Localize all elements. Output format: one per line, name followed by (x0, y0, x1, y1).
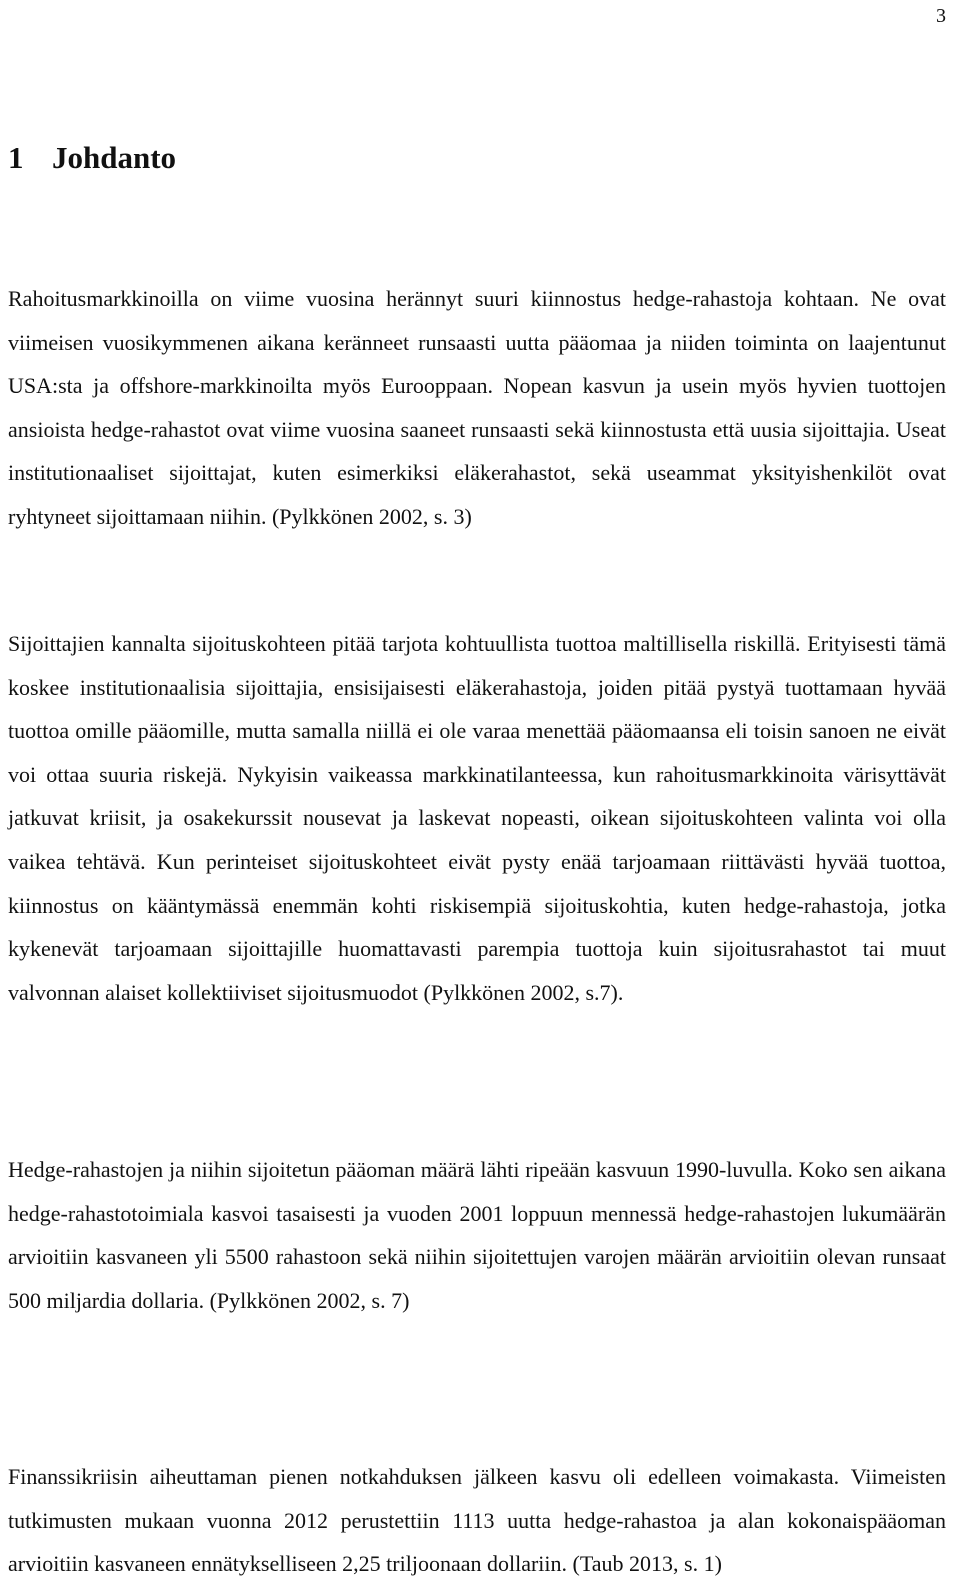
body-paragraph-2: Sijoittajien kannalta sijoituskohteen pitää tarjota kohtuullista tuottoa maltillisella riskillä. Erityisesti tämä koskee institutionaalisia sijoittajia, ensisijaisesti eläkerahastoja, joiden pitää pystyä tuottamaan hyvää tuottoa omille pääomille, mutta samalla niillä ei ole varaa menettää pääomaansa eli toisin sanoen ne eivät voi ottaa suuria riskejä. Nykyisin vaikeassa markkinatilanteessa, kun rahoitusmarkkinoita värisyttävät jatkuvat kriisit, ja osakekurssit nousevat ja laskevat nopeasti, oikean sijoituskohteen valinta voi olla vaikea tehtävä. Kun perinteiset sijoituskohteet eivät pysty enää tarjoamaan riittävästi hyvää tuottoa, kiinnostus on kääntymässä enemmän kohti riskisempiä sijoituskohtia, kuten hedge-rahastoja, jotka kykenevät tarjoamaan sijoittajille huomattavasti parempia tuottoja kuin sijoitusrahastot tai muut valvonnan alaiset kollektiiviset sijoitusmuodot (Pylkkönen 2002, s.7). (8, 631, 946, 1005)
chapter-number: 1 (8, 140, 24, 175)
body-paragraph-3: Hedge-rahastojen ja niihin sijoitetun pääoman määrä lähti ripeään kasvuun 1990-luvulla. Koko sen aikana hedge-rahastotoimiala kasvoi tasaisesti ja vuoden 2001 loppuun mennessä hedge-rahastojen lukumäärän arvioitiin kasvaneen yli 5500 rahastoon sekä niihin sijoitettujen varojen määrän arvioitiin olevan runsaat 500 miljardia dollaria. (Pylkkönen 2002, s. 7) (8, 1157, 946, 1313)
chapter-title: Johdanto (52, 140, 177, 175)
body-paragraph-1: Rahoitusmarkkinoilla on viime vuosina herännyt suuri kiinnostus hedge-rahastoja kohtaan. Ne ovat viimeisen vuosikymmenen aikana keränneet runsaasti uutta pääomaa ja niiden toiminta on laajentunut USA:sta ja offshore-markkinoilta myös Eurooppaan. Nopean kasvun ja usein myös hyvien tuottojen ansioista hedge-rahastot ovat viime vuosina saaneet runsaasti sekä kiinnostusta että uusia sijoittajia. Useat institutionaaliset sijoittajat, kuten esimerkiksi eläkerahastot, sekä useammat yksityishenkilöt ovat ryhtyneet sijoittamaan niihin. (Pylkkönen 2002, s. 3) (8, 286, 946, 529)
chapter-heading (8, 138, 176, 178)
body-paragraph-4: Finanssikriisin aiheuttaman pienen notkahduksen jälkeen kasvu oli edelleen voimakasta. Viimeisten tutkimusten mukaan vuonna 2012 perustettiin 1113 uutta hedge-rahastoa ja alan kokonaispääoman arvioitiin kasvaneen ennätykselliseen 2,25 triljoonaan dollariin. (Taub 2013, s. 1) (8, 1464, 946, 1577)
page-number: 3 (936, 5, 946, 27)
